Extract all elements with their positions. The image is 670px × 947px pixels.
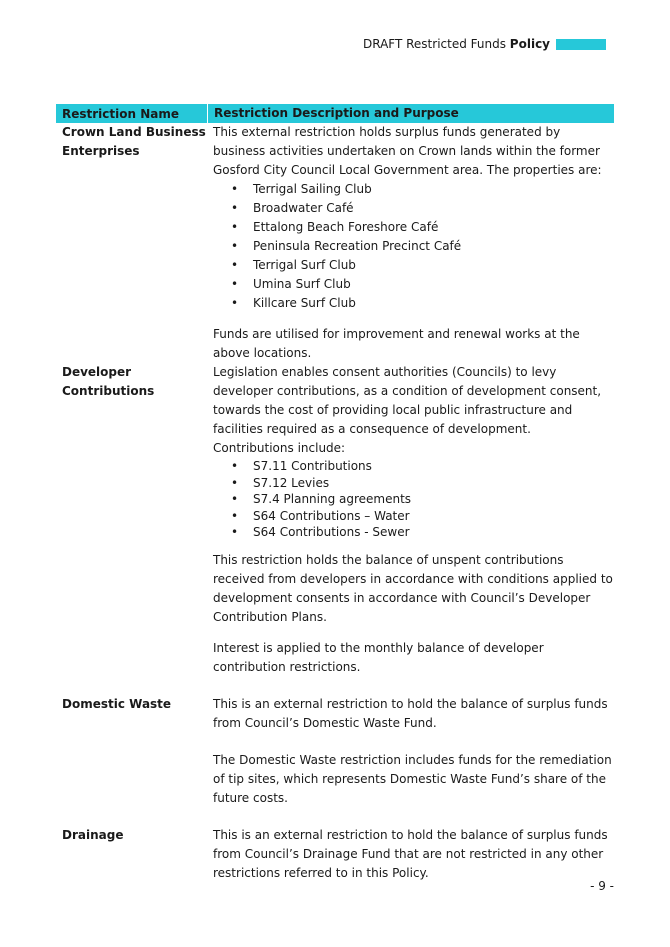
list-item: • S7.4 Planning agreements	[213, 491, 614, 508]
list-item: • S7.11 Contributions	[213, 458, 614, 475]
table-row	[56, 695, 614, 808]
list-item: • S64 Contributions – Water	[213, 508, 614, 525]
list-item: • Terrigal Sailing Club	[213, 180, 614, 199]
column-header-description: Restriction Description and Purpose	[207, 104, 614, 123]
page-header	[363, 37, 606, 51]
restriction-description	[207, 123, 614, 363]
list-item: • S64 Contributions - Sewer	[213, 524, 614, 541]
description-text: This is an external restriction to hold the balance of surplus funds from Council’s Domestic Waste Fund.	[213, 696, 608, 730]
description-text: Interest is applied to the monthly balance of developer contribution restrictions.	[213, 640, 544, 674]
list-item: • Broadwater Café	[213, 199, 614, 218]
restriction-name: Developer Contributions	[62, 365, 155, 398]
page-number: - 9 -	[590, 879, 614, 893]
table-row	[56, 123, 614, 363]
restriction-name: Domestic Waste	[62, 696, 172, 711]
description-text: This external restriction holds surplus funds generated by business activities undertaken on Crown lands within the former Gosford City Council Local Government area. The properties are:	[213, 125, 602, 177]
restriction-description	[207, 363, 614, 677]
header-accent-bar	[556, 39, 606, 50]
restriction-name: Crown Land Business Enterprises	[62, 125, 206, 158]
list-item: • Ettalong Beach Foreshore Café	[213, 218, 614, 237]
table-header	[56, 104, 614, 123]
description-text: This restriction holds the balance of unspent contributions received from developers in accordance with conditions applied to development consents in accordance with Council’s Developer Contribution Plans.	[213, 552, 613, 624]
restriction-name: Drainage	[62, 827, 124, 842]
restriction-description	[207, 695, 614, 808]
list-item: • S7.12 Levies	[213, 475, 614, 492]
document-title: DRAFT Restricted Funds Policy	[362, 37, 550, 51]
column-header-name: Restriction Name	[62, 106, 179, 121]
restrictions-table	[56, 104, 614, 883]
description-text: The Domestic Waste restriction includes funds for the remediation of tip sites, which represents Domestic Waste Fund’s share of the future costs.	[213, 752, 612, 805]
contribution-list	[213, 458, 614, 541]
table-row	[56, 826, 614, 883]
list-item: • Terrigal Surf Club	[213, 256, 614, 275]
description-text: Legislation enables consent authorities (Councils) to levy developer contributions, as a condition of development consent, towards the cost of providing local public infrastructure and facilities required as a consequence of development. Contributions include:	[213, 365, 602, 455]
table-row	[56, 363, 614, 677]
list-item: • Umina Surf Club	[213, 275, 614, 294]
description-text: Funds are utilised for improvement and renewal works at the above locations.	[213, 327, 580, 360]
list-item: • Peninsula Recreation Precinct Café	[213, 237, 614, 256]
list-item: • Killcare Surf Club	[213, 294, 614, 313]
property-list	[213, 180, 614, 313]
restriction-description	[207, 826, 614, 883]
description-text: This is an external restriction to hold the balance of surplus funds from Council’s Drainage Fund that are not restricted in any other restrictions referred to in this Policy.	[213, 827, 608, 880]
